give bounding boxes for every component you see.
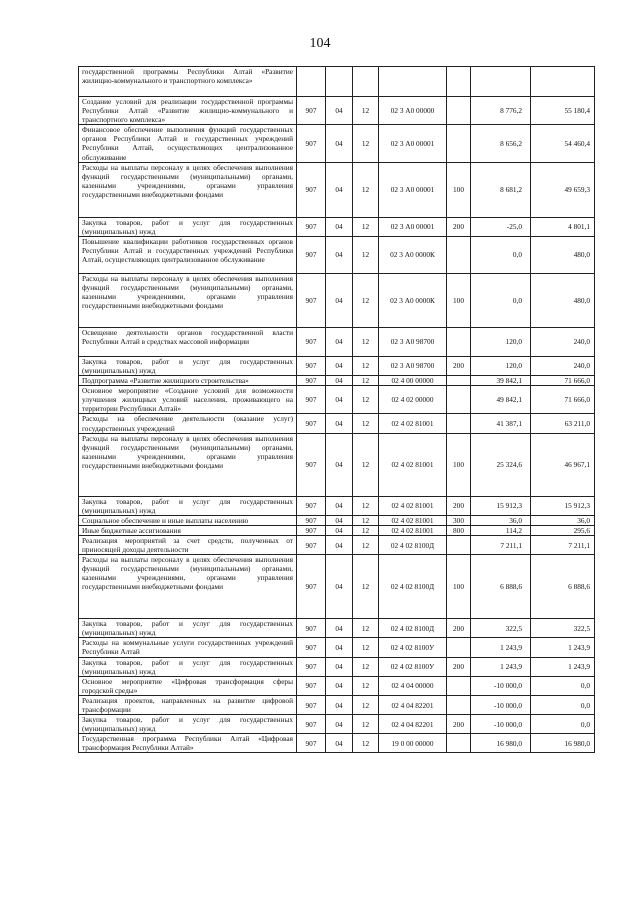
row-amount-1: 120,0 [471,327,531,356]
table-row [79,657,595,676]
row-expense-type: 100 [447,555,471,619]
row-target-article: 02 4 02 81001 [379,433,447,496]
row-amount-2: 63 211,0 [531,414,595,433]
row-target-article: 02 4 04 82201 [379,695,447,714]
row-subsection: 12 [353,535,379,554]
row-amount-1: 6 888,6 [471,555,531,619]
row-name: Расходы на коммунальные услуги государственных учреждений Республики Алтай [79,638,297,657]
table-row [79,97,595,125]
row-expense-type [447,414,471,433]
row-expense-type [447,125,471,162]
row-grbs: 907 [297,433,326,496]
row-section: 04 [326,734,353,753]
row-grbs: 907 [297,555,326,619]
table-row [79,236,595,273]
row-grbs [297,67,326,97]
table-row [79,676,595,695]
table-row [79,433,595,496]
row-amount-1: 1 243,9 [471,657,531,676]
row-section: 04 [326,555,353,619]
row-name: Расходы на выплаты персоналу в целях обеспечения выполнения функций государственными (муниципальными) органами, казенными учреждениями, органами управления государственными внебюджетными фондами [79,555,297,619]
row-grbs: 907 [297,217,326,236]
table-row [79,273,595,327]
row-amount-1: 8 656,2 [471,125,531,162]
row-amount-1: 120,0 [471,356,531,375]
table-row [79,535,595,554]
row-section: 04 [326,97,353,125]
row-name: Основное мероприятие «Создание условий для возможности улучшения жилищных условий населения, проживающего на территории Республики Алтай» [79,386,297,414]
row-name: Закупка товаров, работ и услуг для государственных (муниципальных) нужд [79,356,297,375]
row-expense-type: 200 [447,657,471,676]
row-subsection: 12 [353,676,379,695]
row-expense-type: 100 [447,162,471,217]
row-subsection [353,67,379,97]
row-subsection: 12 [353,619,379,638]
row-name: Закупка товаров, работ и услуг для государственных (муниципальных) нужд [79,715,297,734]
row-name: Расходы на обеспечение деятельности (оказание услуг) государственных учреждений [79,414,297,433]
row-section: 04 [326,125,353,162]
row-name: Расходы на выплаты персоналу в целях обеспечения выполнения функций государственными (муниципальными) органами, казенными учреждениями, органами управления государственными внебюджетными фондами [79,273,297,327]
row-section [326,67,353,97]
row-amount-1: 15 912,3 [471,496,531,515]
row-amount-1 [471,67,531,97]
row-section: 04 [326,386,353,414]
row-expense-type: 800 [447,525,471,535]
row-amount-2: 240,0 [531,356,595,375]
row-expense-type [447,236,471,273]
row-subsection: 12 [353,97,379,125]
row-grbs: 907 [297,676,326,695]
row-amount-2: 295,6 [531,525,595,535]
row-name: Иные бюджетные ассигнования [79,525,297,535]
row-name: Закупка товаров, работ и услуг для государственных (муниципальных) нужд [79,217,297,236]
row-amount-1: 0,0 [471,236,531,273]
row-target-article: 02 3 А0 00001 [379,125,447,162]
row-subsection: 12 [353,162,379,217]
row-expense-type [447,97,471,125]
row-section: 04 [326,433,353,496]
row-name: Расходы на выплаты персоналу в целях обеспечения выполнения функций государственными (муниципальными) органами, казенными учреждениями, органами управления государственными внебюджетными фондами [79,162,297,217]
row-expense-type [447,376,471,386]
row-grbs: 907 [297,162,326,217]
row-target-article: 02 4 02 8100Д [379,555,447,619]
row-expense-type [447,535,471,554]
row-amount-1: 114,2 [471,525,531,535]
row-amount-1: 39 842,1 [471,376,531,386]
row-amount-2: 71 666,0 [531,386,595,414]
row-expense-type [447,638,471,657]
row-name: государственной программы Республики Алтай «Развитие жилищно-коммунального и транспортного комплекса» [79,67,297,97]
table-row [79,162,595,217]
row-name: Закупка товаров, работ и услуг для государственных (муниципальных) нужд [79,496,297,515]
row-subsection: 12 [353,496,379,515]
row-grbs: 907 [297,525,326,535]
row-section: 04 [326,515,353,525]
row-section: 04 [326,217,353,236]
row-target-article: 02 4 02 81001 [379,515,447,525]
table-row [79,619,595,638]
row-target-article: 02 4 02 81001 [379,496,447,515]
row-expense-type [447,695,471,714]
table-row [79,356,595,375]
row-expense-type: 100 [447,273,471,327]
row-name: Государственная программа Республики Алтай «Цифровая трансформация Республики Алтай» [79,734,297,753]
row-subsection: 12 [353,433,379,496]
row-section: 04 [326,376,353,386]
table-row [79,386,595,414]
table-row [79,327,595,356]
row-amount-1: -10 000,0 [471,695,531,714]
row-section: 04 [326,695,353,714]
row-name: Закупка товаров, работ и услуг для государственных (муниципальных) нужд [79,619,297,638]
row-amount-1: 41 387,1 [471,414,531,433]
row-target-article: 02 4 04 00000 [379,676,447,695]
table-row [79,734,595,753]
row-subsection: 12 [353,356,379,375]
row-section: 04 [326,273,353,327]
row-amount-1: 322,5 [471,619,531,638]
table-row [79,496,595,515]
row-name: Реализация мероприятий за счет средств, полученных от приносящей доходы деятельности [79,535,297,554]
row-subsection: 12 [353,125,379,162]
row-target-article [379,67,447,97]
row-grbs: 907 [297,535,326,554]
row-target-article: 02 4 02 8100У [379,657,447,676]
row-section: 04 [326,414,353,433]
row-grbs: 907 [297,236,326,273]
row-amount-1: 36,0 [471,515,531,525]
row-expense-type [447,734,471,753]
row-target-article: 02 3 А0 00001 [379,162,447,217]
row-amount-1: 1 243,9 [471,638,531,657]
row-target-article: 02 3 А0 98700 [379,356,447,375]
row-amount-1: 8 681,2 [471,162,531,217]
row-grbs: 907 [297,496,326,515]
row-section: 04 [326,236,353,273]
row-section: 04 [326,327,353,356]
row-expense-type [447,67,471,97]
row-name: Создание условий для реализации государственной программы Республики Алтай «Развитие жилищно-коммунального и транспортного комплекса» [79,97,297,125]
table-row [79,695,595,714]
page-number: 104 [309,36,331,51]
row-expense-type [447,327,471,356]
row-expense-type [447,676,471,695]
row-grbs: 907 [297,273,326,327]
row-subsection: 12 [353,715,379,734]
row-amount-2: 1 243,9 [531,657,595,676]
table-body [79,67,595,753]
row-subsection: 12 [353,734,379,753]
row-grbs: 907 [297,97,326,125]
row-subsection: 12 [353,515,379,525]
table-row [79,217,595,236]
row-subsection: 12 [353,327,379,356]
row-name: Социальное обеспечение и иные выплаты населению [79,515,297,525]
row-amount-1: 25 324,6 [471,433,531,496]
row-subsection: 12 [353,386,379,414]
row-name: Повышение квалификации работников государственных органов Республики Алтай и государственных учреждений Республики Алтай, осуществляющих централизованное обслуживание [79,236,297,273]
row-amount-1: 8 776,2 [471,97,531,125]
row-section: 04 [326,657,353,676]
row-target-article: 02 4 02 81001 [379,525,447,535]
row-grbs: 907 [297,715,326,734]
row-amount-2: 46 967,1 [531,433,595,496]
row-name: Закупка товаров, работ и услуг для государственных (муниципальных) нужд [79,657,297,676]
row-target-article: 02 4 02 8100Д [379,535,447,554]
row-amount-2: 240,0 [531,327,595,356]
row-target-article: 02 3 А0 98700 [379,327,447,356]
row-subsection: 12 [353,657,379,676]
row-subsection: 12 [353,273,379,327]
row-target-article: 19 0 00 00000 [379,734,447,753]
row-subsection: 12 [353,414,379,433]
row-amount-1: 49 842,1 [471,386,531,414]
row-amount-2: 36,0 [531,515,595,525]
row-target-article: 02 4 02 00000 [379,386,447,414]
row-section: 04 [326,535,353,554]
row-amount-2: 16 980,0 [531,734,595,753]
row-expense-type: 200 [447,217,471,236]
table-row [79,515,595,525]
row-target-article: 02 4 02 8100Д [379,619,447,638]
row-target-article: 02 3 А0 00001 [379,217,447,236]
row-grbs: 907 [297,657,326,676]
row-amount-2: 15 912,3 [531,496,595,515]
row-amount-1: -10 000,0 [471,715,531,734]
row-section: 04 [326,619,353,638]
row-amount-2: 6 888,6 [531,555,595,619]
table-row [79,525,595,535]
row-subsection: 12 [353,376,379,386]
row-target-article: 02 3 А0 0000К [379,273,447,327]
row-subsection: 12 [353,236,379,273]
row-amount-2: 480,0 [531,236,595,273]
row-grbs: 907 [297,414,326,433]
row-grbs: 907 [297,125,326,162]
row-amount-2: 4 801,1 [531,217,595,236]
row-amount-2: 54 460,4 [531,125,595,162]
table-row [79,376,595,386]
row-name: Реализация проектов, направленных на развитие цифровой трансформации [79,695,297,714]
row-amount-1: 7 211,1 [471,535,531,554]
table-row [79,715,595,734]
row-name: Основное мероприятие «Цифровая трансформация сферы городской среды» [79,676,297,695]
row-section: 04 [326,715,353,734]
row-expense-type: 200 [447,619,471,638]
row-section: 04 [326,676,353,695]
row-subsection: 12 [353,525,379,535]
row-target-article: 02 4 02 8100У [379,638,447,657]
row-grbs: 907 [297,638,326,657]
row-subsection: 12 [353,638,379,657]
row-amount-2: 71 666,0 [531,376,595,386]
row-amount-2: 1 243,9 [531,638,595,657]
row-subsection: 12 [353,695,379,714]
table-row [79,125,595,162]
row-name: Финансовое обеспечение выполнения функций государственных органов Республики Алтай и государственных учреждений Республики Алтай, осуществляющих централизованное обслуживание [79,125,297,162]
row-grbs: 907 [297,619,326,638]
row-amount-2: 0,0 [531,715,595,734]
row-section: 04 [326,496,353,515]
row-amount-2: 322,5 [531,619,595,638]
row-amount-1: 16 980,0 [471,734,531,753]
row-subsection: 12 [353,555,379,619]
row-name: Подпрограмма «Развитие жилищного строительства» [79,376,297,386]
row-expense-type [447,386,471,414]
row-target-article: 02 3 А0 00000 [379,97,447,125]
row-target-article: 02 3 А0 0000К [379,236,447,273]
row-expense-type: 300 [447,515,471,525]
row-name: Освещение деятельности органов государственной власти Республики Алтай в средствах массовой информации [79,327,297,356]
table-row [79,67,595,97]
table-row [79,555,595,619]
row-amount-1: -25,0 [471,217,531,236]
row-amount-2: 55 180,4 [531,97,595,125]
row-grbs: 907 [297,695,326,714]
row-amount-1: 0,0 [471,273,531,327]
row-expense-type: 200 [447,356,471,375]
row-amount-2: 0,0 [531,695,595,714]
row-expense-type: 200 [447,715,471,734]
row-grbs: 907 [297,356,326,375]
row-amount-2: 0,0 [531,676,595,695]
row-amount-2 [531,67,595,97]
row-section: 04 [326,638,353,657]
row-amount-2: 49 659,3 [531,162,595,217]
row-name: Расходы на выплаты персоналу в целях обеспечения выполнения функций государственными (муниципальными) органами, казенными учреждениями, органами управления государственными внебюджетными фондами [79,433,297,496]
table-row [79,414,595,433]
row-amount-2: 480,0 [531,273,595,327]
row-subsection: 12 [353,217,379,236]
row-target-article: 02 4 04 82201 [379,715,447,734]
budget-table [78,66,595,753]
row-grbs: 907 [297,376,326,386]
row-amount-2: 7 211,1 [531,535,595,554]
row-section: 04 [326,356,353,375]
row-target-article: 02 4 00 00000 [379,376,447,386]
row-grbs: 907 [297,515,326,525]
row-section: 04 [326,162,353,217]
row-target-article: 02 4 02 81001 [379,414,447,433]
row-expense-type: 100 [447,433,471,496]
row-grbs: 907 [297,386,326,414]
row-grbs: 907 [297,734,326,753]
row-grbs: 907 [297,327,326,356]
table-row [79,638,595,657]
row-amount-1: -10 000,0 [471,676,531,695]
row-expense-type: 200 [447,496,471,515]
row-section: 04 [326,525,353,535]
